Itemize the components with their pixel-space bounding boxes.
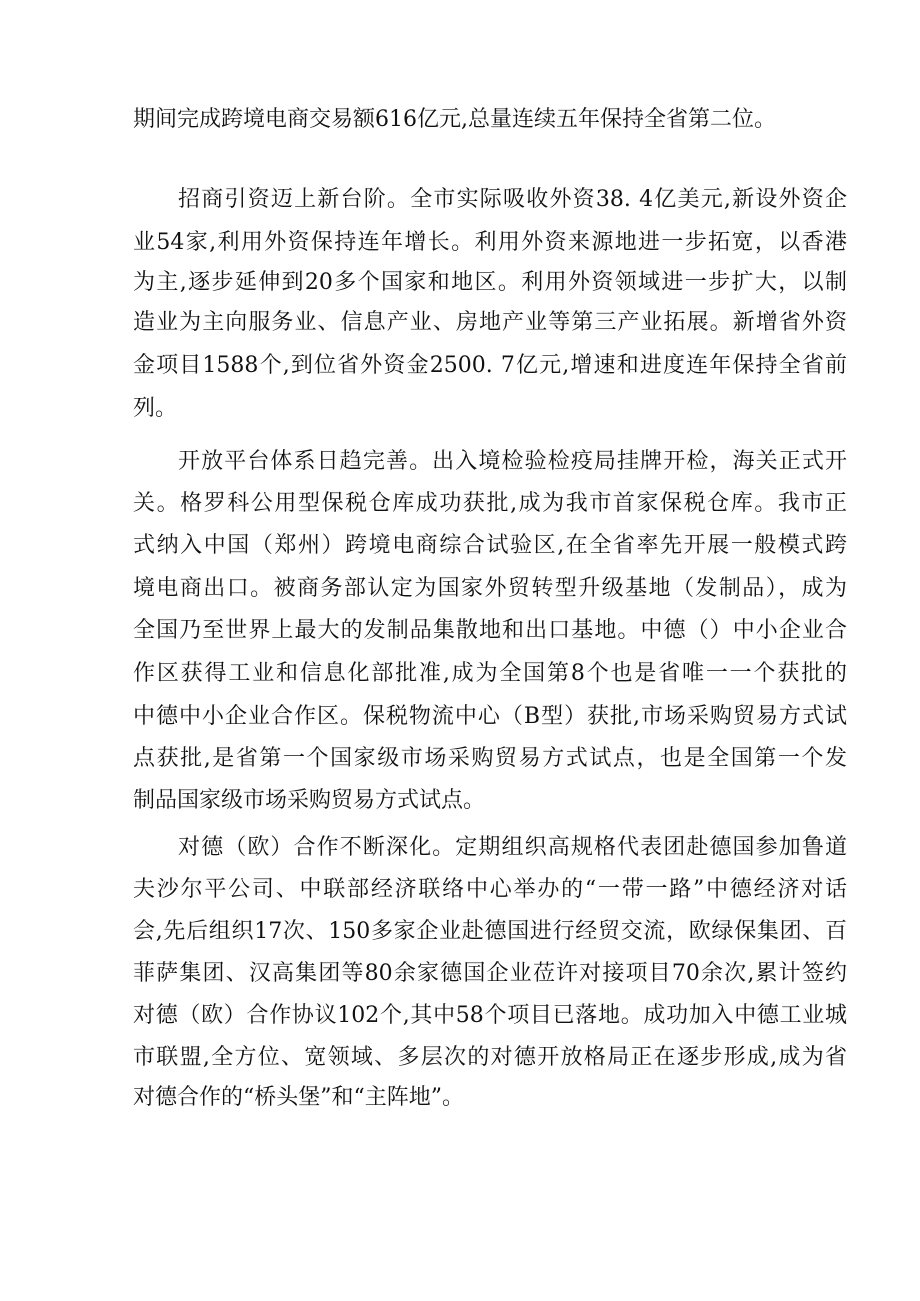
text-line: 期间完成跨境电商交易额616亿元,总量连续五年保持全省第二位。 bbox=[133, 107, 776, 132]
text-line: 关。格罗科公用型保税仓库成功获批,成为我市首家保税仓库。我市正 bbox=[133, 491, 847, 516]
text-line: 制品国家级市场采购贸易方式试点。 bbox=[133, 788, 486, 813]
text-line: 菲萨集团、汉高集团等80余家德国企业莅许对接项目70余次,累计签约 bbox=[133, 961, 847, 986]
text-line: 式纳入中国（郑州）跨境电商综合试验区,在全省率先开展一般模式跨 bbox=[133, 533, 847, 558]
text-line: 对德（欧）合作协议102个,其中58个项目已落地。成功加入中德工业城 bbox=[133, 1003, 847, 1028]
text-line: 为主,逐步延伸到20多个国家和地区。利用外资领域进一步扩大，以制 bbox=[133, 270, 847, 295]
text-line: 对德合作的“桥头堡”和“主阵地”。 bbox=[133, 1085, 464, 1110]
text-line: 金项目1588个,到位省外资金2500. 7亿元,增速和进度连年保持全省前 bbox=[133, 353, 847, 378]
text-line: 会,先后组织17次、150多家企业赴德国进行经贸交流，欧绿保集团、百 bbox=[133, 919, 847, 944]
text-line: 中德中小企业合作区。保税物流中心（B型）获批,市场采购贸易方式试 bbox=[133, 704, 847, 729]
text-line: 作区获得工业和信息化部批准,成为全国第8个也是省唯一一个获批的 bbox=[133, 661, 847, 686]
text-line: 列。 bbox=[133, 396, 178, 421]
text-line: 开放平台体系日趋完善。出入境检验检疫局挂牌开检，海关正式开 bbox=[178, 449, 847, 474]
text-line: 点获批,是省第一个国家级市场采购贸易方式试点，也是全国第一个发 bbox=[133, 746, 847, 771]
text-line: 全国乃至世界上最大的发制品集散地和出口基地。中德（）中小企业合 bbox=[133, 618, 847, 643]
text-line: 夫沙尔平公司、中联部经济联络中心举办的“一带一路”中德经济对话 bbox=[133, 877, 847, 902]
text-line: 市联盟,全方位、宽领域、多层次的对德开放格局正在逐步形成,成为省 bbox=[133, 1045, 847, 1070]
text-line: 招商引资迈上新台阶。全市实际吸收外资38. 4亿美元,新设外资企 bbox=[178, 187, 847, 212]
text-line: 境电商出口。被商务部认定为国家外贸转型升级基地（发制品），成为 bbox=[133, 576, 847, 601]
text-line: 造业为主向服务业、信息产业、房地产业等第三产业拓展。新增省外资 bbox=[133, 310, 847, 335]
text-line: 业54家,利用外资保持连年增长。利用外资来源地进一步拓宽，以香港 bbox=[133, 230, 847, 255]
text-line: 对德（欧）合作不断深化。定期组织高规格代表团赴德国参加鲁道 bbox=[178, 835, 847, 860]
